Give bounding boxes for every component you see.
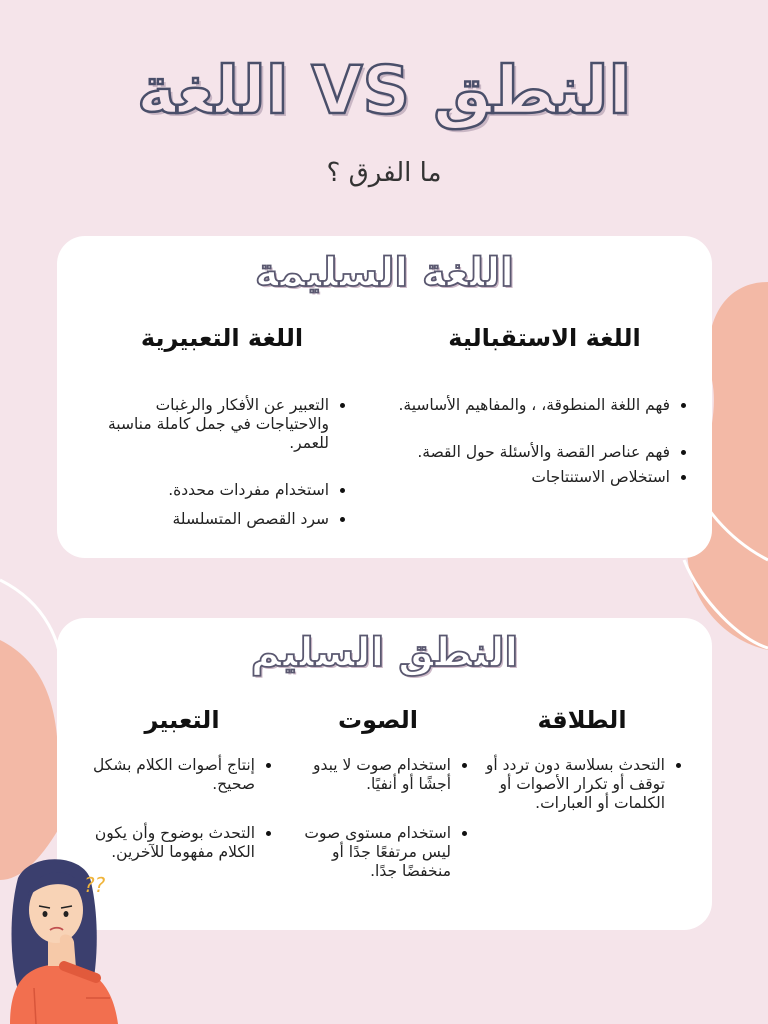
receptive-heading: اللغة الاستقبالية	[448, 324, 641, 352]
list-item: • فهم اللغة المنطوقة، ، والمفاهيم الأساسية.	[397, 396, 670, 415]
articulation-list	[87, 756, 277, 862]
articulation-heading: التعبير	[144, 706, 220, 734]
page-subtitle: ما الفرق ؟	[326, 158, 442, 188]
question-marks: ??	[84, 873, 106, 897]
fluency-list	[477, 756, 687, 813]
list-item: • استخدام مفردات محددة.	[93, 481, 329, 500]
language-card	[57, 236, 712, 558]
speech-card-title: النطق السليم	[250, 630, 519, 676]
voice-column	[283, 706, 473, 881]
list-item: • التعبير عن الأفكار والرغبات والاحتياجات في جمل كاملة مناسبة للعمر.	[93, 396, 329, 453]
voice-heading: الصوت	[337, 706, 419, 734]
speech-card	[57, 618, 712, 930]
expressive-language-column	[93, 324, 351, 529]
list-item: • سرد القصص المتسلسلة	[93, 510, 329, 529]
voice-list	[283, 756, 473, 881]
fluency-column	[477, 706, 687, 813]
articulation-column	[87, 706, 277, 862]
expressive-heading: اللغة التعبيرية	[140, 324, 304, 352]
list-item: • استخدام صوت لا يبدو أجشًا أو أنفيًا.	[283, 756, 451, 794]
title-left-word: النطق	[433, 52, 632, 129]
title-vs: VS	[311, 52, 411, 129]
list-item: • استخدام مستوى صوت ليس مرتفعًا جدًا أو منخفضًا جدًا.	[283, 824, 451, 881]
list-item: • فهم عناصر القصة والأسئلة حول القصة.	[397, 443, 670, 462]
list-item: • التحدث بوضوح وأن يكون الكلام مفهوما للآخرين.	[87, 824, 255, 862]
page-title	[0, 52, 768, 129]
receptive-language-column	[397, 324, 692, 487]
list-item: • التحدث بسلاسة دون تردد أو توقف أو تكرار الأصوات أو الكلمات أو العبارات.	[477, 756, 665, 813]
list-item: • إنتاج أصوات الكلام بشكل صحيح.	[87, 756, 255, 794]
language-card-title: اللغة السليمة	[255, 250, 514, 296]
expressive-list	[93, 396, 351, 529]
receptive-list	[397, 396, 692, 487]
peach-blob-left	[0, 640, 58, 880]
title-right-word: اللغة	[136, 52, 289, 129]
list-item: • استخلاص الاستنتاجات	[397, 468, 670, 487]
fluency-heading: الطلاقة	[537, 706, 627, 734]
thinking-woman-icon	[0, 848, 130, 1024]
